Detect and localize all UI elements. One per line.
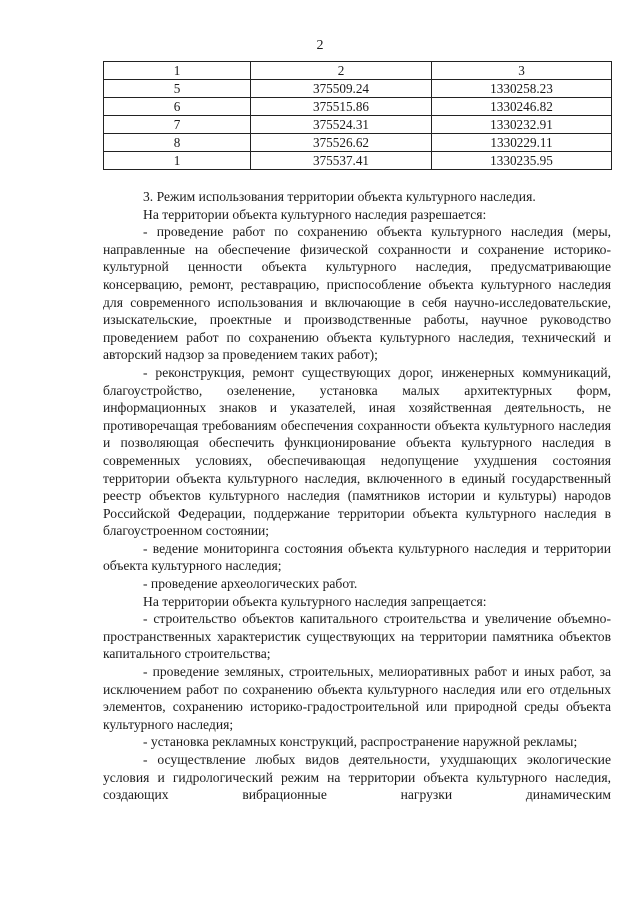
- permitted-item: - проведение работ по сохранению объекта культурного наследия (меры, направленные на обеспечение физической сохранности и сохранение историко-культурной ценности объекта культурного наследия, предусматривающие консервацию, ремонт, реставрацию, приспособление объекта культурного наследия для современного использования и включающие в себя научно-исследовательские, изыскательские, проектные и производственные работы, научное руководство проведением работ по сохранению объекта культурного наследия, технический и авторский надзор за проведением таких работ);: [103, 224, 611, 363]
- page-number: 2: [316, 38, 324, 53]
- point-number-cell: 5: [104, 80, 251, 98]
- permitted-item: - ведение мониторинга состояния объекта культурного наследия и территории объекта культурного наследия;: [103, 540, 611, 574]
- table-row: [104, 98, 612, 116]
- x-coordinate-cell: 375524.31: [251, 116, 432, 134]
- table-header-row: [104, 62, 612, 80]
- x-coordinate-cell: 375515.86: [251, 98, 432, 116]
- x-coordinate-cell: 375537.41: [251, 152, 432, 170]
- prohibited-heading: На территории объекта культурного наследия запрещается:: [143, 593, 487, 609]
- point-number-cell: 7: [104, 116, 251, 134]
- prohibited-item: - проведение земляных, строительных, мелиоративных работ и иных работ, за исключением работ по сохранению объекта культурного наследия или его отдельных элементов, сохранению историко-градостроительной или природной среды объекта культурного наследия;: [103, 664, 611, 732]
- y-coordinate-cell: 1330246.82: [432, 98, 612, 116]
- table-row: [104, 134, 612, 152]
- point-number-cell: 6: [104, 98, 251, 116]
- y-coordinate-cell: 1330229.11: [432, 134, 612, 152]
- y-coordinate-cell: 1330232.91: [432, 116, 612, 134]
- permitted-item: - реконструкция, ремонт существующих дорог, инженерных коммуникаций, благоустройство, озеленение, установка малых архитектурных форм, информационных знаков и указателей, иная хозяйственная деятельность, не противоречащая требованиям обеспечения сохранности объекта культурного наследия и позволяющая обеспечить функционирование объекта культурного наследия в современных условиях, обеспечивающая недопущение ухудшения состояния территории объекта культурного наследия, включенного в единый государственный реестр объектов культурного наследия (памятников истории и культуры) народов Российской Федерации, поддержание территории объекта культурного наследия в благоустроенном состоянии;: [103, 364, 611, 539]
- table-header-cell: 1: [104, 62, 251, 80]
- prohibited-item: - установка рекламных конструкций, распространение наружной рекламы;: [143, 734, 578, 750]
- point-number-cell: 8: [104, 134, 251, 152]
- table-header-cell: 2: [251, 62, 432, 80]
- coordinates-table: [103, 61, 612, 170]
- y-coordinate-cell: 1330235.95: [432, 152, 612, 170]
- prohibited-item: - осуществление любых видов деятельности, ухудшающих экологические условия и гидрологический режим на территории объекта культурного наследия, создающих вибрационные нагрузки динамическим: [103, 752, 611, 803]
- y-coordinate-cell: 1330258.23: [432, 80, 612, 98]
- table-row: [104, 116, 612, 134]
- section-heading: 3. Режим использования территории объекта культурного наследия.: [143, 189, 536, 204]
- table-row: [104, 152, 612, 170]
- prohibited-item: - строительство объектов капитального строительства и увеличение объемно-пространственных характеристик существующих на территории памятника объектов капитального строительства;: [103, 611, 611, 662]
- x-coordinate-cell: 375509.24: [251, 80, 432, 98]
- permitted-heading: На территории объекта культурного наследия разрешается:: [143, 206, 487, 222]
- point-number-cell: 1: [104, 152, 251, 170]
- table-row: [104, 80, 612, 98]
- permitted-item: - проведение археологических работ.: [143, 576, 358, 592]
- x-coordinate-cell: 375526.62: [251, 134, 432, 152]
- regime-text: [103, 188, 611, 804]
- table-header-cell: 3: [432, 62, 612, 80]
